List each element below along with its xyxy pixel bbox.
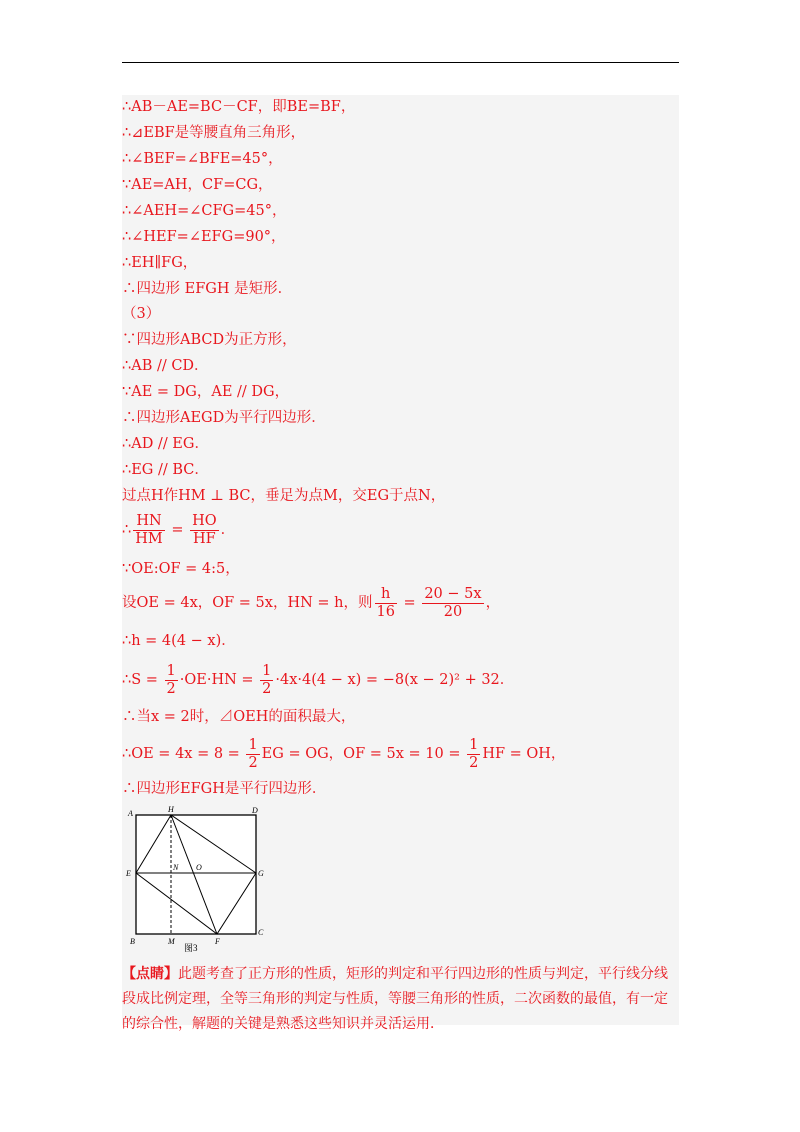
eq-set-post: ， [485,595,501,611]
solution-line-5: ∴∠AEH=∠CFG=45°， [122,203,287,219]
numerator: HO [192,513,217,529]
fraction [422,587,483,619]
denominator: 2 [469,754,479,771]
solution-line-13: ∴四边形AEGD为平行四边形． [122,410,326,426]
solution-line-11: ∴AB // CD． [122,358,209,374]
note-text: 此题考查了正方形的性质，矩形的判定和平行四边形的性质与判定，平行线分线段成比例定理，全等三角形的判定与性质，等腰三角形的性质，二次函数的最值，有一定的综合性，解题的关键是熟悉这些知识并灵活运用． [122,966,668,1032]
label-m: M [168,937,175,946]
fraction [190,514,219,546]
denominator: 16 [376,603,395,620]
numerator: 1 [166,663,176,679]
numerator: 1 [248,737,258,753]
denominator: 2 [248,754,258,771]
eq-ratio-mid: = [166,522,189,538]
label-f: F [215,937,220,946]
fraction [246,738,259,770]
solution-line-12: ∵AE = DG，AE // DG， [122,384,290,400]
equation-ratio [122,514,235,546]
label-o: O [196,863,202,872]
equation-area [122,664,514,696]
denominator: HM [135,530,163,547]
solution-line-2: ∴⊿EBF是等腰直角三角形， [122,125,306,141]
eq-s-pre: ∴S = [122,672,163,688]
figure-caption: 图3 [184,943,198,953]
eq-s-post: ·4x·4(4 − x) = −8(x − 2)² + 32． [275,672,515,688]
fraction [260,664,273,696]
eq-oe-mid: EG = OG，OF = 5x = 10 = [261,746,466,762]
denominator: 2 [262,680,272,697]
eq-ratio-post: ． [220,522,236,538]
numerator: h [375,587,397,604]
equation-oe-of-ratio: ∵OE:OF = 4:5， [122,561,240,577]
equation-set-variables [122,587,500,619]
fraction [165,664,178,696]
label-h: H [168,805,174,814]
denominator: HF [193,530,216,547]
label-c: C [258,928,264,937]
solution-line-3: ∴∠BEF=∠BFE=45°， [122,151,283,167]
label-d: D [252,806,258,815]
eq-set-pre: 设OE = 4x，OF = 5x，HN = h，则 [122,595,373,611]
solution-line-8: ∴四边形 EFGH 是矩形． [122,281,293,297]
equation-oe-values [122,738,565,770]
label-e: E [126,869,131,878]
numerator: HN [133,514,165,531]
figure-svg [122,804,270,954]
solution-line-16: 过点H作HM ⊥ BC，垂足为点M，交EG于点N， [122,488,446,504]
fraction [467,738,480,770]
denominator: 2 [166,680,176,697]
label-a: A [128,809,133,818]
eq-oe-post: HF = OH， [482,746,566,762]
solution-line-14: ∴AD // EG． [122,436,209,452]
solution-line-15: ∴EG // BC． [122,462,209,478]
equation-max: ∴当x = 2时，⊿OEH的面积最大， [122,709,356,725]
solution-line-10: ∵四边形ABCD为正方形， [122,332,297,348]
note-tag: 【点睛】 [122,966,178,982]
numerator: 1 [469,737,479,753]
square-abcd [136,815,256,934]
numerator: 20 − 5x [424,586,482,602]
fraction [133,514,165,546]
label-n: N [173,863,179,872]
equation-h: ∴h = 4(4 − x)． [122,633,236,649]
denominator: 20 [443,603,463,620]
label-b: B [130,937,135,946]
header-rule [122,62,679,63]
geometry-figure [122,804,270,954]
eq-oe-pre: ∴OE = 4x = 8 = [122,746,245,762]
fraction [375,587,397,619]
solution-line-1: ∴AB－AE=BC－CF，即BE=BF， [122,99,356,115]
numerator: 1 [262,663,272,679]
label-g: G [258,869,264,878]
key-point-note [122,962,679,1037]
solution-line-4: ∵AE=AH，CF=CG， [122,177,273,193]
eq-set-mid: = [398,595,421,611]
equation-final: ∴四边形EFGH是平行四边形． [122,781,327,797]
eq-s-mid: ·OE·HN = [179,672,259,688]
part-3-label: （3） [122,306,161,322]
solution-line-6: ∴∠HEF=∠EFG=90°， [122,229,286,245]
eq-ratio-pre: ∴ [122,522,132,538]
solution-line-7: ∴EH∥FG， [122,255,198,271]
